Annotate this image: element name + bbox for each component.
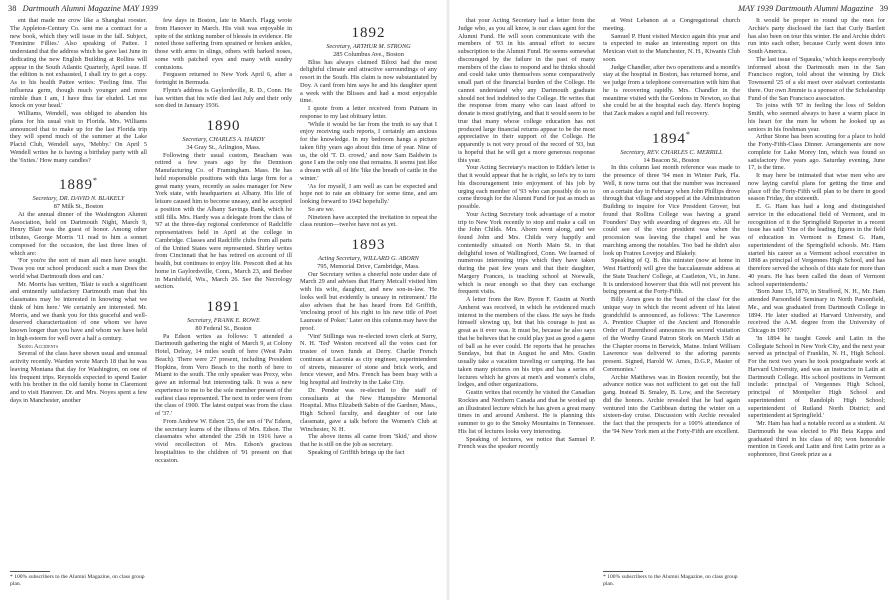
paragraph: Mr. Morris has written, 'Blair is such a significant and eminently satisfactory Dartmouth man that his classmates may be interested in knowing what we think of him here.' We certainly are interested. Mr. Morris, and we thank you for this graceful and well-deserved characterization of one whom we have known longer than you have and whom we have held in high esteem for well over a half a century. [10, 280, 147, 342]
paragraph: Bliss has always claimed Biloxi had the most delightful climate and attractive surroundings of any resort in the South. His claim is now substantiated by Doy. A card from him says he and his daughter spent a week with the Blisses and had a most enjoyable time. [300, 58, 437, 105]
right-running-head [738, 4, 888, 13]
left-column-3 [300, 17, 437, 595]
paragraph: Dr. Pender was re-elected to the staff of consultants at the New Hampshire Memorial Hospital. Miss Elizabeth Sabin of the Gardner, Mass., High School faculty, and daughter of our late classmate, gave a talk before the Women's Club at Winchester, N. H. [300, 386, 437, 433]
class-year-heading: 1893 [351, 237, 386, 253]
paragraph: Pa Edson writes as follows: 'I attended a Dartmouth gathering the night of March 9, at Colony Hotel, Delray, 14 miles south of here (West Palm Beach). There were 27 present, including President Hopkins, from Vero Beach to the north of here to Miami to the south. The only speaker was Prexy, who gave an informal but interesting talk. It was a new experience to me to be the sole member present of the earliest class represented. The next in order were from the class of 1900. The latest output was from the class of '37.' [155, 332, 292, 417]
paragraph: at West Lebanon at a Congregational church meeting. [603, 17, 740, 32]
sonnet-quote: 'For you're the sort of man all men have sought. Twas you our school produced: such a man Does the world what Dartmouth does and can.' [10, 257, 147, 280]
class-secretary: Secretary, DR. DAVID N. BLAKELY [32, 195, 125, 203]
class-year-heading: 1890 [206, 118, 241, 134]
left-folio: 38 [8, 4, 17, 13]
paragraph: Your Acting Secretary took advantage of a motor trip to New York recently to stop and make a call on the John Childs. Mrs. Aborn went along, and we found John and Mrs. Childs very happily and contentedly situated on North Main St. in that delightful town of Wallingford, Conn. We learned of numerous interesting trips which they have taken during the past few years and that their daughter, Margery Frances, is teaching school at Norwalk, which is near enough so that they can exchange frequent visits. [458, 210, 595, 296]
right-page [448, 0, 896, 600]
right-column-2 [603, 17, 740, 595]
paragraph: Nineteen have accepted the invitation to repeat the class reunion—twelve have not as yet. [300, 213, 437, 229]
paragraph: 'Born June 15, 1870, in Strafford, N. H., Mr. Ham attended Parsonfield Seminary in North Parsonfield, Me., and was graduated from Dartmouth College in 1894. He later studied at Harvard University, and received the A.M. degree from the University of Chicago in 1907.' [748, 288, 885, 334]
paragraph: that your Acting Secretary had a letter from the Judge who, as you all know, is our class agent for the Alumni Fund. He will soon communicate with the members of '93 in his annual effort to secure subscription to the Alumni Fund. He seems somewhat discouraged by the failure in the past of many members of the class to respond and he thinks should and could take unto themselves some comparatively small part of the financial burden of the College. He cannot understand why any Dartmouth graduate should not feel indebted to the College. He writes that the response from many who can least afford to donate is most gratifying, and that it would seem to be true that many whose college education has not produced large financial returns appear to be the most appreciative in their support of the College. He apparently is not very proud of the record of '93, but is hopeful that he will get a more generous response this year. [458, 17, 595, 164]
left-column-1 [10, 17, 147, 595]
class-year-heading: 1894* [652, 129, 691, 147]
paragraph: Following their usual custom, Beacham was retired a few years ago by the Dennison Manufacturing Co. of Framingham. Mass. He has held responsible positions with this large firm for a great many years, recently as sales manager for New York state, with headquarters at Albany. His life of leisure caused him to become uneasy, and he accepted a position with the Albany Savings Bank, which he still fills. Mrs. Hardy was a delegate from the class of '97 at the three-day regional conference of Radcliffe representatives held in April at the college in Cambridge. Classes and Radcliffe clubs from all parts of the United States were represented. Shirley writes from Cincinnati that he has retired on account of ill health, but continues to enjoy life. Prescott died at his home in Gaylordsville, Conn., March 23, and Beebee in Marshfield, Wis., March 26. See the Necrology section. [155, 151, 292, 291]
paragraph: In this column last month reference was made to the presence of three '94 men in Winter Park, Fla. Well, it now turns out that the number was increased on a certain day in February when John Phillips drove through that village and stopped at the Administration Building to inquire for Vice President Grover, but found that Rollins College was having a grand Founders' Day with awarding of degrees etc. All he could see of the vice president was when the procession was leaving the chapel and he was marching among the notables. Too bad he didn't also look up Fratres Lovejoy and Blakely. [603, 164, 740, 257]
class-secretary: Secretary, FRANK E. ROWE [187, 317, 260, 324]
paragraph: Your Acting Secretary's reaction to Eddie's letter is that it would appear that he is right, so let's try to turn his discouragement into enjoyment of his job by urging each member of '93 who can possibly do so to come through for the Alumni Fund for just as much as possible. [458, 164, 595, 210]
paragraph: E. G. Ham has had a long and distinguished service in the educational field of Vermont, and in recognition of it the Springfield Reporter in a recent issue has said: 'One of the leading figures in the field of education in Vermont is Ernest G. Ham, superintendent of the Springfield schools. Mr. Ham started his career as a Vermont school executive in 1898 as principal of Vergennes High School, and has therefore served the schools of this state for more than 40 years. He has been called the dean of Vermont school superintendents.' [748, 203, 885, 288]
right-column-1 [458, 17, 595, 595]
paragraph: Arthur Stone has been scouting for a place to hold the Forty-Fifth-Class Dinner. Arrangements are now complete for Lake Morey Inn, which was found so satisfactory five years ago. Saturday evening, June 17, is the time. [748, 133, 885, 172]
paragraph: A letter from the Rev. Byron F. Gustin at North Amherst was received, in which he evidenced much interest in the members of the class. He says he finds himself slowing up, but that his courage is just as great as it ever was. It must be, because he also says that he believes that he could play just as good a game of ball as he ever could. He reports that he preaches Sundays, but that in August he and Mrs. Gustin usually take a vacation traveling or camping. He has taken many pictures on his trips and has a series of lectures which he gives at men's and women's clubs, lodges, and other organizations. [458, 296, 595, 389]
paragraph: 'As for myself, I am well as can be expected and hope not to rate an obituary for some time, and am looking forward to 1942 hopefully.' [300, 182, 437, 205]
paragraph: Archie Matthews was in Boston recently, but the advance notice was not sufficient to get out the full gang. Instead B. Smaley, B. Low, and the Secretary did the honors. Archie revealed that he had again ventured into the Caribbean during the winter on a sixteen-day cruise. Discussion with Archie revealed the fact that the prospects for a 100% attendance of the '94 New York men at the Forty-Fifth are excellent. [603, 373, 740, 435]
footnote-rule [603, 571, 643, 572]
class-secretary: Secretary, CHARLES A. HARDY [182, 136, 265, 143]
footnote: * 100% subscribers to the Alumni Magazine, on class group plan. [603, 574, 738, 587]
class-year-heading: 1891 [206, 299, 241, 315]
paragraph: Samuel P. Hunt visited Mexico again this year and is expected to make an interesting report on this Mexican visit to the Manchester, N. H., Kiwanis Club soon. [603, 32, 740, 63]
paragraph: few days in Boston, late in March. Flagg wrote from Hanover in March. His visit was enjoyable in spite of the striking number of blessés in evidence. He noted those suffering from sprained or broken ankles, those with arms in slings, others with barked noses, some with patched eyes and many with sundry contusions. [155, 17, 292, 71]
secretary-address: 285 Columbus Ave., Boston [333, 50, 404, 58]
footnote: * 100% subscribers to the Alumni Magazine, on class group plan. [10, 574, 145, 587]
class-secretary: Secretary, REV. CHARLES C. MERRILL [620, 148, 723, 156]
secretary-address: 34 Gray St., Arlington, Mass. [186, 143, 261, 151]
paragraph: It may here be intimated that wise men who are now laying careful plans for getting the time and place off the Forty-Fifth will plan to be there in good season Friday, the sixteenth. [748, 172, 885, 203]
right-column-3 [748, 17, 885, 595]
subheading: Skiing Accidents [18, 342, 59, 350]
paragraph: From Andrew W. Edson '25, the son of 'Pa' Edson, the secretary learns of the illness of Mrs. Edson. The classmates who attended the 25th in 1916 have a vivid recollection of Mrs. Edson's gracious hospitalities to the children of '91 present on that occasion. [155, 417, 292, 464]
footnote-rule [10, 571, 50, 572]
class-secretary: Acting Secretary, WILLARD G. ABORN [318, 255, 419, 262]
paragraph: Williams, Wendell, was obliged to abandon his plans for his usual visit to Florida. Mrs. Williams announced that to make up for the last Florida trip they will spend much of the summer at the Lake Placid Club, Wendell says, 'Mebby.' On April 5 Wendell writes he is having a birthday party with all the '6xties.' How many candles? [10, 110, 147, 164]
left-running-head [8, 4, 158, 13]
class-year-heading: 1889* [59, 176, 98, 194]
secretary-address: 795, Memorial Drive, Cambridge, Mass. [317, 262, 420, 270]
secretary-address: 87 Milk St., Boston [53, 203, 104, 210]
paragraph: Several of the class have shown usual and unusual activity recently. Warden wrote March 18 that he was leaving Montana that day for Washington, on one of his frequent trips. Reynolds expected to spend Easter with his brother in the old family home in Claremont and to visit Hanover. Dr. and Mrs. Noyes spent a few days in Manchester, another [10, 350, 147, 404]
right-folio: 39 [879, 4, 888, 13]
class-secretary: Secretary, ARTHUR M. STRONG [326, 43, 411, 50]
left-column-2 [155, 17, 292, 595]
paragraph: Speaking of Griffith brings up the fact [308, 448, 405, 456]
paragraph: Gustin writes that recently he visited the Canadian Rockies and Northern Canada and that he worked up an illustrated lecture which he has given a great many times in and around Amherst. He is planning this summer to go to the Smoky Mountains in Tennessee. His list of lectures looks very interesting. [458, 389, 595, 435]
paragraph: Billy Ames goes to the 'head of the class' for the unique way in which the recent advent of his latest grandchild is announced, as follows: 'The Lawrence A. Prentice Chapter of the Ancient and Honorable Order of Parenthood announces its second visitation of the Worthy Grand Patron Stork on March 15th at the Chapter rooms in Berwick, Maine. Infant William Lawrence was delivered to the adoring parents present. Signed, Harold W. Ames, D.G.P., Master of Ceremonies.' [603, 296, 740, 373]
paragraph: I quote from a letter received from Putnam in response to my last obituary letter. [300, 105, 437, 120]
paragraph: Our Secretary writes a cheerful note under date of March 29 and advises that Harry Metcalf visited him with his wife, daughter, and new son-in-law. 'He looks well but evidently is uneasy in retirement.' He also advises that he has heard from Ed Griffith, 'enclosing proof of his right to his new title of Poet Laureate of Poker.' Later on this column may have the proof. [300, 270, 437, 332]
secretary-address: 14 Beacon St., Boston [643, 156, 700, 164]
paragraph: 'While it would be far from the truth to say that I enjoy receiving such reports, I certainly am anxious for the knowledge. In my bedroom hangs a picture taken fifty years ago about this time of year. Nine of us, the old 'T. D. crowd,' and now Sam Baldwin is gone I am the only one that remains. It seems just like a dream with all of life 'like the breath of cattle in the winter.' [300, 120, 437, 182]
paragraph: To joins with '97 in feeling the loss of Seldon Smith, who seemed always to have a warm place in his heart for the men he whom he looked up as seniors in his freshman year. [748, 102, 885, 133]
paragraph: It would be proper to round up the men for Archie's party disclosed the fact that Curly Bartlett has also been on tour this winter. He and Archie didn't run into each other, because Curly went down into South America. [748, 17, 885, 55]
paragraph: 'In 1894 he taught Greek and Latin in the Collegiate School in New York City, and the next year served as principal of Franklin, N. H., High School. For the next two years he took postgraduate work at Harvard University, and was an instructor in Latin at Dartmouth College. His school positions in Vermont include: principal of Vergennes High School, principal of Montpelier High School and superintendent of Randolph High School; superintendent of Rutland North District; and superintendent at Springfield.' [748, 334, 885, 420]
right-running-title: MAY 1939 Dartmouth Alumni Magazine [738, 4, 874, 13]
paragraph: 'Mr. Ham has had a notable record as a student. At Dartmouth he was elected to Phi Beta Kappa and graduated third in his class of 80; won honorable mention in Greek and Latin and first Latin prize as a sophomore, first Greek prize as a [748, 420, 885, 458]
left-running-title: Dartmouth Alumni Magazine MAY 1939 [22, 4, 158, 13]
paragraph: Speaking of Q. B. this minister (now at home in West Hartford) will give the baccalaureate address at the State Teachers' College, at Castleton, Vt., in June. It is understood however that this will not prevent his being present at the Forty-Fifth. [603, 257, 740, 296]
paragraph: 'Vint' Stillings was re-elected town clerk at Surry, N. H. 'Ted' Weston received all the votes cast for trustee of town funds at Derry. Charlie French continues at Laconia as city engineer, superintendent of streets, measurer of stone and brick work, and fence viewer, and Mrs. French has been busy with a big hospital aid festivity in the Lake City. [300, 332, 437, 386]
paragraph: Judge Chandler, after two operations and a month's stay at the hospital in Boston, has returned home, and we judge from a telephone conversation with him that he is recovering rapidly. Mrs. Chandler in the meantime visited with the Gordons in Newton, so that she could be at the hospital each day. Here's hoping that Zack makes a rapid and full recovery. [603, 63, 740, 117]
paragraph: Speaking of lectures, we notice that Samuel P. French was the speaker recently [458, 435, 595, 451]
paragraph: The last issue of 'Squeaks,' which keeps everybody informed about the Dartmouth men in the San Francisco region, told about the winning by Dick Townsend '25 of a ski meet over stalwart contestants there. Our own Jimmie is a sponsor of the Scholarship Fund of the San Francisco association. [748, 55, 885, 102]
paragraph: The above items all came from 'Skid,' and show that he is still on the job as secretary. [300, 433, 437, 448]
paragraph: ent that made me crow like a Shanghai rooster. The Appleton-Century Co. sent me a contract for a new book, which they will issue in the fall. Subject, 'Feminine Fillies.' Also speaking of Pattee. I understand that the address which he gave last June in dedicating the new English Building at Rollins will appear in the South Atlantic Quarterly, April issue. If the edition is not exhausted, I shall try to get a copy. As to his health Pattee writes: 'Feeling fine. The influenza germ, though much younger and more nimble than I am, I have thus far eluded. Let me knock on your head.' [10, 17, 147, 110]
paragraph: So are we. [308, 205, 335, 213]
paragraph: Ferguson returned to New York April 6, after a fortnight in Bermuda. [155, 71, 292, 86]
class-year-heading: 1892 [351, 25, 386, 41]
paragraph: Flynn's address is Gaylordsville, R. D., Conn. He has written that his wife died last July and their only son died in January 1936. [155, 86, 292, 110]
secretary-address: 80 Federal St., Boston [195, 324, 252, 332]
paragraph: At the annual dinner of the Washington Alumni Association, held on Dartmouth Night, March 9, Henry Blair was the guest of honor. Among other tributes, George Morris '11 read to him a sonnet composed for the occasion, the last three lines of which are: [10, 210, 147, 257]
